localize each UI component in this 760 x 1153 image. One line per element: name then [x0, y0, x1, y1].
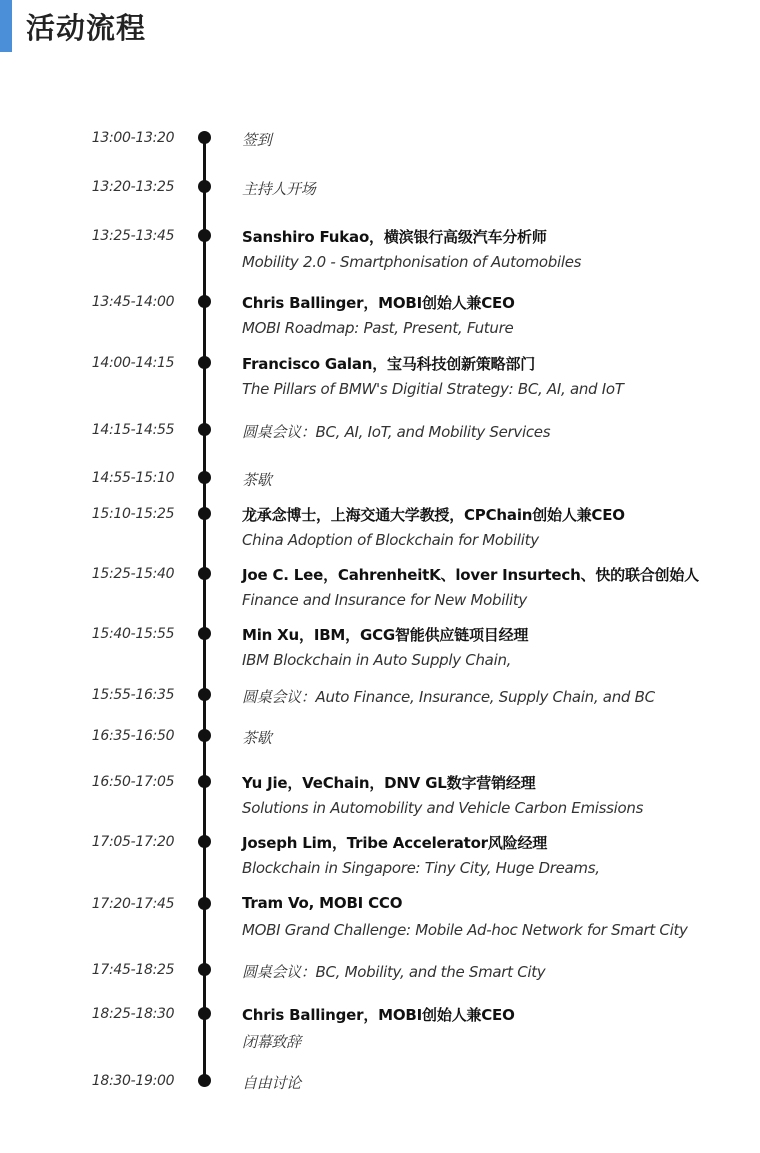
schedule-time: 15:55-16:35	[91, 687, 175, 703]
session-item: 茶歇	[242, 729, 272, 747]
schedule-time: 13:25-13:45	[91, 228, 175, 244]
timeline-dot	[198, 1074, 211, 1087]
schedule-time: 18:25-18:30	[91, 1006, 175, 1022]
schedule-time: 18:30-19:00	[91, 1073, 175, 1089]
timeline-dot	[198, 295, 211, 308]
schedule-time: 17:05-17:20	[91, 834, 175, 850]
timeline-dot	[198, 835, 211, 848]
session-speaker: Yu Jie，VeChain，DNV GL数字营销经理	[242, 774, 536, 792]
timeline-dot	[198, 507, 211, 520]
schedule-time: 13:00-13:20	[91, 130, 175, 146]
session-topic: MOBI Roadmap: Past, Present, Future	[242, 319, 514, 337]
timeline-dot	[198, 229, 211, 242]
session-topic: IBM Blockchain in Auto Supply Chain,	[242, 651, 512, 669]
timeline-dot	[198, 627, 211, 640]
session-speaker: Tram Vo, MOBI CCO	[242, 894, 403, 912]
session-speaker: Joe C. Lee，CahrenheitK、lover Insurtech、快的联合创始人	[242, 566, 699, 584]
timeline-dot	[198, 963, 211, 976]
timeline-dot	[198, 775, 211, 788]
schedule-time: 13:20-13:25	[91, 179, 175, 195]
session-topic: The Pillars of BMW's Digitial Strategy: BC, AI, and IoT	[242, 380, 624, 398]
schedule-time: 14:55-15:10	[91, 470, 175, 486]
session-topic: China Adoption of Blockchain for Mobility	[242, 531, 539, 549]
page-title: 活动流程	[26, 11, 147, 45]
timeline-dot	[198, 356, 211, 369]
session-item: 签到	[242, 131, 272, 149]
schedule-time: 14:00-14:15	[91, 355, 175, 371]
session-speaker: Chris Ballinger，MOBI创始人兼CEO	[242, 1006, 515, 1024]
timeline-dot	[198, 897, 211, 910]
timeline-dot	[198, 180, 211, 193]
session-speaker: Chris Ballinger，MOBI创始人兼CEO	[242, 294, 515, 312]
session-speaker: Sanshiro Fukao，横滨银行高级汽车分析师	[242, 228, 547, 246]
schedule-time: 15:10-15:25	[91, 506, 175, 522]
timeline-dot	[198, 131, 211, 144]
session-speaker: Joseph Lim，Tribe Accelerator风险经理	[242, 834, 548, 852]
session-topic: Mobility 2.0 - Smartphonisation of Automobiles	[242, 253, 582, 271]
session-speaker: Min Xu，IBM，GCG智能供应链项目经理	[242, 626, 529, 644]
schedule-time: 16:35-16:50	[91, 728, 175, 744]
session-topic: MOBI Grand Challenge: Mobile Ad-hoc Network for Smart City	[242, 921, 688, 939]
session-speaker: 龙承念博士，上海交通大学教授，CPChain创始人兼CEO	[242, 506, 625, 524]
session-item: 自由讨论	[242, 1074, 301, 1092]
timeline-dot	[198, 729, 211, 742]
timeline-dot	[198, 1007, 211, 1020]
timeline-dot	[198, 423, 211, 436]
schedule-time: 17:20-17:45	[91, 896, 175, 912]
schedule-time: 16:50-17:05	[91, 774, 175, 790]
timeline-dot	[198, 688, 211, 701]
session-item: 茶歇	[242, 471, 272, 489]
schedule-time: 15:40-15:55	[91, 626, 175, 642]
schedule-time: 17:45-18:25	[91, 962, 175, 978]
schedule-time: 13:45-14:00	[91, 294, 175, 310]
title-accent-bar	[0, 0, 12, 52]
session-topic: 闭幕致辞	[242, 1033, 301, 1051]
session-speaker: Francisco Galan，宝马科技创新策略部门	[242, 355, 536, 373]
timeline-line	[203, 134, 206, 1082]
session-item: 主持人开场	[242, 180, 316, 198]
session-item: 圆桌会议：BC, AI, IoT, and Mobility Services	[242, 423, 551, 441]
session-topic: Blockchain in Singapore: Tiny City, Huge Dreams,	[242, 859, 600, 877]
session-item: 圆桌会议：Auto Finance, Insurance, Supply Chain, and BC	[242, 688, 655, 706]
timeline-dot	[198, 567, 211, 580]
session-topic: Finance and Insurance for New Mobility	[242, 591, 527, 609]
timeline-dot	[198, 471, 211, 484]
schedule-time: 14:15-14:55	[91, 422, 175, 438]
session-topic: Solutions in Automobility and Vehicle Carbon Emissions	[242, 799, 644, 817]
schedule-time: 15:25-15:40	[91, 566, 175, 582]
session-item: 圆桌会议：BC, Mobility, and the Smart City	[242, 963, 546, 981]
